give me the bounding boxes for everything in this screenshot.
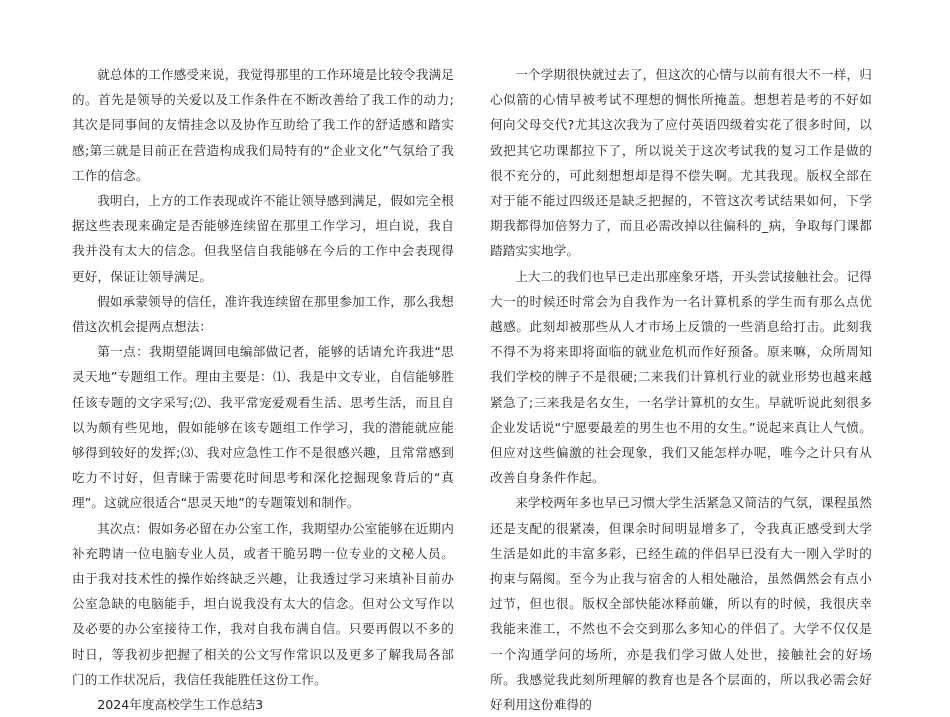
paragraph: 来学校两年多也早已习惯大学生活紧急又简洁的气氛，课程虽然还是支配的很紧凑，但课余时间明显增多了，令我真正感受到大学生活是如此的丰富多彩，已经生疏的伴侣早已没有大一刚入学时的拘束与隔阂。至今为止我与宿舍的人相处融洽，虽然偶然会有点小过节，但也很。版权全部快能冰释前嫌，所以有的时候，我很庆幸我能来淮工，不然也不会交到那么多知心的伴侣了。大学不仅仅是一个沟通学问的场所，亦是我们学习做人处世，接触社会的好场所。我感觉我此刻所理解的教育也是各个层面的，所以我必需会好好利用这份难得的 <box>490 495 873 713</box>
paragraph: 其次点：假如务必留在办公室工作，我期望办公室能够在近期内补充聘请一位电脑专业人员，或者干脆另聘一位专业的文秘人员。由于我对技术性的操作始终缺乏兴趣，让我透过学习来填补目前办公室急缺的电脑能手，坦白说我没有太大的信念。但对公文写作以及必要的办公室接待工作，我对自我布满自信。只要再假以不多的时日，等我初步把握了相关的公文写作常识以及更多了解我局各部门的工作状况后，我信任我能胜任这份工作。 <box>72 520 455 687</box>
paragraph: 假如承蒙领导的信任，准许我连续留在那里参加工作，那么我想借这次机会提两点想法： <box>72 293 455 335</box>
right-column <box>490 62 872 717</box>
left-column <box>72 62 454 717</box>
paragraph: 我明白，上方的工作表现或许不能让领导感到满足，假如完全根据这些表现来确定是否能够连续留在那里工作学习，坦白说，我自我并没有太大的信念。但我坚信自我能够在今后的工作中会表现得更好，保证让领导满足。 <box>72 193 455 284</box>
paragraph: 第一点：我期望能调回电编部做记者，能够的话请允许我进“思灵天地”专题组工作。理由主要是：⑴、我是中文专业，自信能够胜任该专题的文字采写;⑵、我平常宠爱观看生活、思考生活，而且自以为颇有些见地，假如能够在该专题组工作学习，我的潜能就应能够得到较好的发挥;⑶、我对应急性工作不是很感兴趣，且常常感到吃力不讨好，但青睐于需要花时间思考和深化挖掘现象背后的“真理”。这就应很适合“思灵天地”的专题策划和制作。 <box>72 344 454 511</box>
paragraph: 就总体的工作感受来说，我觉得那里的工作环境是比较令我满足的。首先是领导的关爱以及工作条件在不断改善给了我工作的动力;其次是同事间的友情挂念以及协作互助给了我工作的舒适感和踏实感;第三就是目前正在营造构成我们局特有的“企业文化”气氛给了我工作的信念。 <box>72 67 455 183</box>
paragraph: 上大二的我们也早已走出那座象牙塔，开头尝试接触社会。记得大一的时候还时常会为自我作为一名计算机系的学生而有那么点优越感。此刻却被那些从人才市场上反馈的一些消息给打击。此刻我不得不为将来即将面临的就业危机而作好预备。原来嘛，众所周知我们学校的牌子不是很硬;二来我们计算机行业的就业形势也越来越紧急了;三来我是名女生，一名学计算机的女生。早就听说此刻很多企业发话说“宁愿要最差的男生也不用的女生。”说起来真让人气愤。但应对这些偏激的社会现象，我们又能怎样办呢，唯今之计只有从改善自身条件作起。 <box>490 268 873 486</box>
section-heading: 2024年度高校学生工作总结3 <box>97 697 264 713</box>
paragraph: 一个学期很快就过去了，但这次的心情与以前有很大不一样，归心似箭的心情早被考试不理想的惆怅所掩盖。想想若是考的不好如何向父母交代?尤其这次我为了应付英语四级着实花了很多时间，以致把其它功课都拉下了，所以说关于这次考试我的复习工作是做的很不充分的，可此刻想想却是得不偿失啊。尤其我现。版权全部在对于能不能过四级还是缺乏把握的，不管这次考试结果如何，下学期我都得加倍努力了，而且必需改掉以往偏科的_病，争取每门课都踏踏实实地学。 <box>490 67 873 259</box>
